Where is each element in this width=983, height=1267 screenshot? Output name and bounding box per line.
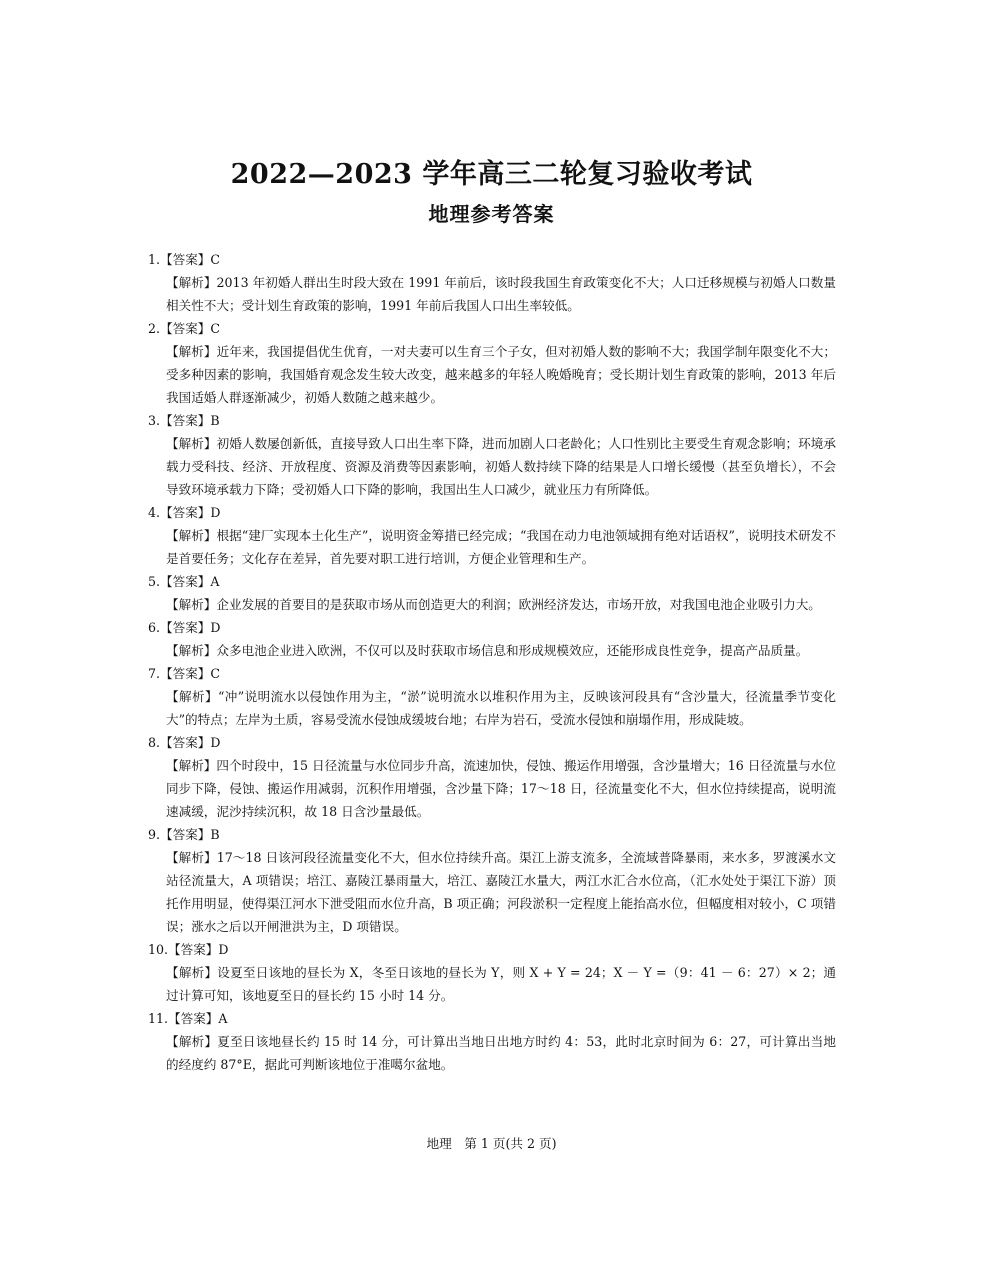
question-item	[148, 662, 836, 731]
answer-line: 4.【答案】D	[148, 505, 221, 520]
question-item	[148, 317, 836, 409]
question-item	[148, 823, 836, 938]
explanation-text: 【解析】“冲”说明流水以侵蚀作用为主，“淤”说明流水以堆积作用为主，反映该河段具有“含沙量大，径流量季节变化大”的特点；左岸为土质，容易受流水侵蚀成缓坡台地；右岸为岩石，受流水侵蚀和崩塌作用，形成陡坡。	[166, 689, 836, 727]
explanation-text: 【解析】众多电池企业进入欧洲，不仅可以及时获取市场信息和形成规模效应，还能形成良性竞争，提高产品质量。	[166, 643, 809, 658]
answer-line: 3.【答案】B	[148, 413, 220, 428]
question-item	[148, 938, 836, 1007]
explanation-text: 【解析】初婚人数屡创新低，直接导致人口出生率下降，进而加剧人口老龄化；人口性别比主要受生育观念影响；环境承载力受科技、经济、开放程度、资源及消费等因素影响，初婚人数持续下降的结果是人口增长缓慢（甚至负增长），不会导致环境承载力下降；受初婚人口下降的影响，我国出生人口减少，就业压力有所降低。	[166, 436, 836, 497]
answer-line: 1.【答案】C	[148, 252, 221, 267]
answer-line: 6.【答案】D	[148, 620, 221, 635]
answer-list	[148, 248, 836, 1076]
question-item	[148, 570, 836, 616]
question-item	[148, 501, 836, 570]
question-item	[148, 731, 836, 823]
page-title: 2022—2023 学年高三二轮复习验收考试	[230, 159, 753, 190]
explanation-text: 【解析】17～18 日该河段径流量变化不大，但水位持续升高。渠江上游支流多，全流域普降暴雨，来水多，罗渡溪水文站径流量大，A 项错误；培江、嘉陵江暴雨量大，培江、嘉陵江水量大，两江水汇合水位高，（汇水处处于渠江下游）顶托作用明显，使得渠江河水下泄受阻而水位升高，B 项正确；河段淤积一定程度上能抬高水位，但幅度相对较小，C 项错误；涨水之后以开闸泄洪为主，D 项错误。	[166, 850, 836, 934]
answer-line: 2.【答案】C	[148, 321, 221, 336]
answer-line: 11.【答案】A	[148, 1011, 228, 1026]
page-footer: 地理 第 1 页(共 2 页)	[426, 1136, 557, 1151]
question-item	[148, 248, 836, 317]
question-item	[148, 1007, 836, 1076]
explanation-text: 【解析】根据“建厂实现本土化生产”，说明资金筹措已经完成；“我国在动力电池领域拥有绝对话语权”，说明技术研发不是首要任务；文化存在差异，首先要对职工进行培训，方便企业管理和生产。	[166, 528, 836, 566]
answer-line: 7.【答案】C	[148, 666, 221, 681]
explanation-text: 【解析】2013 年初婚人群出生时段大致在 1991 年前后，该时段我国生育政策变化不大；人口迁移规模与初婚人口数量相关性不大；受计划生育政策的影响，1991 年前后我国人口出生率较低。	[166, 275, 836, 313]
page-subtitle: 地理参考答案	[428, 202, 555, 226]
explanation-text: 【解析】设夏至日该地的昼长为 X，冬至日该地的昼长为 Y，则 X + Y = 24；X － Y =（9：41 － 6：27）× 2；通过计算可知，该地夏至日的昼长约 15 小时 14 分。	[166, 965, 836, 1003]
explanation-text: 【解析】四个时段中，15 日径流量与水位同步升高，流速加快，侵蚀、搬运作用增强，含沙量增大；16 日径流量与水位同步下降，侵蚀、搬运作用减弱，沉积作用增强，含沙量下降；17～18 日，径流量变化不大，但水位持续提高，说明流速减缓，泥沙持续沉积，故 18 日含沙量最低。	[166, 758, 836, 819]
explanation-text: 【解析】企业发展的首要目的是获取市场从而创造更大的利润；欧洲经济发达，市场开放，对我国电池企业吸引力大。	[166, 597, 821, 612]
explanation-text: 【解析】近年来，我国提倡优生优育，一对夫妻可以生育三个子女，但对初婚人数的影响不大；我国学制年限变化不大；受多种因素的影响，我国婚育观念发生较大改变，越来越多的年轻人晚婚晚育；受长期计划生育政策的影响，2013 年后我国适婚人群逐渐减少，初婚人数随之越来越少。	[166, 344, 836, 405]
explanation-text: 【解析】夏至日该地昼长约 15 时 14 分，可计算出当地日出地方时约 4：53，此时北京时间为 6：27，可计算出当地的经度约 87°E，据此可判断该地位于准噶尔盆地。	[166, 1034, 836, 1072]
answer-line: 5.【答案】A	[148, 574, 220, 589]
question-item	[148, 409, 836, 501]
answer-line: 10.【答案】D	[148, 942, 229, 957]
answer-line: 8.【答案】D	[148, 735, 221, 750]
answer-line: 9.【答案】B	[148, 827, 220, 842]
question-item	[148, 616, 836, 662]
